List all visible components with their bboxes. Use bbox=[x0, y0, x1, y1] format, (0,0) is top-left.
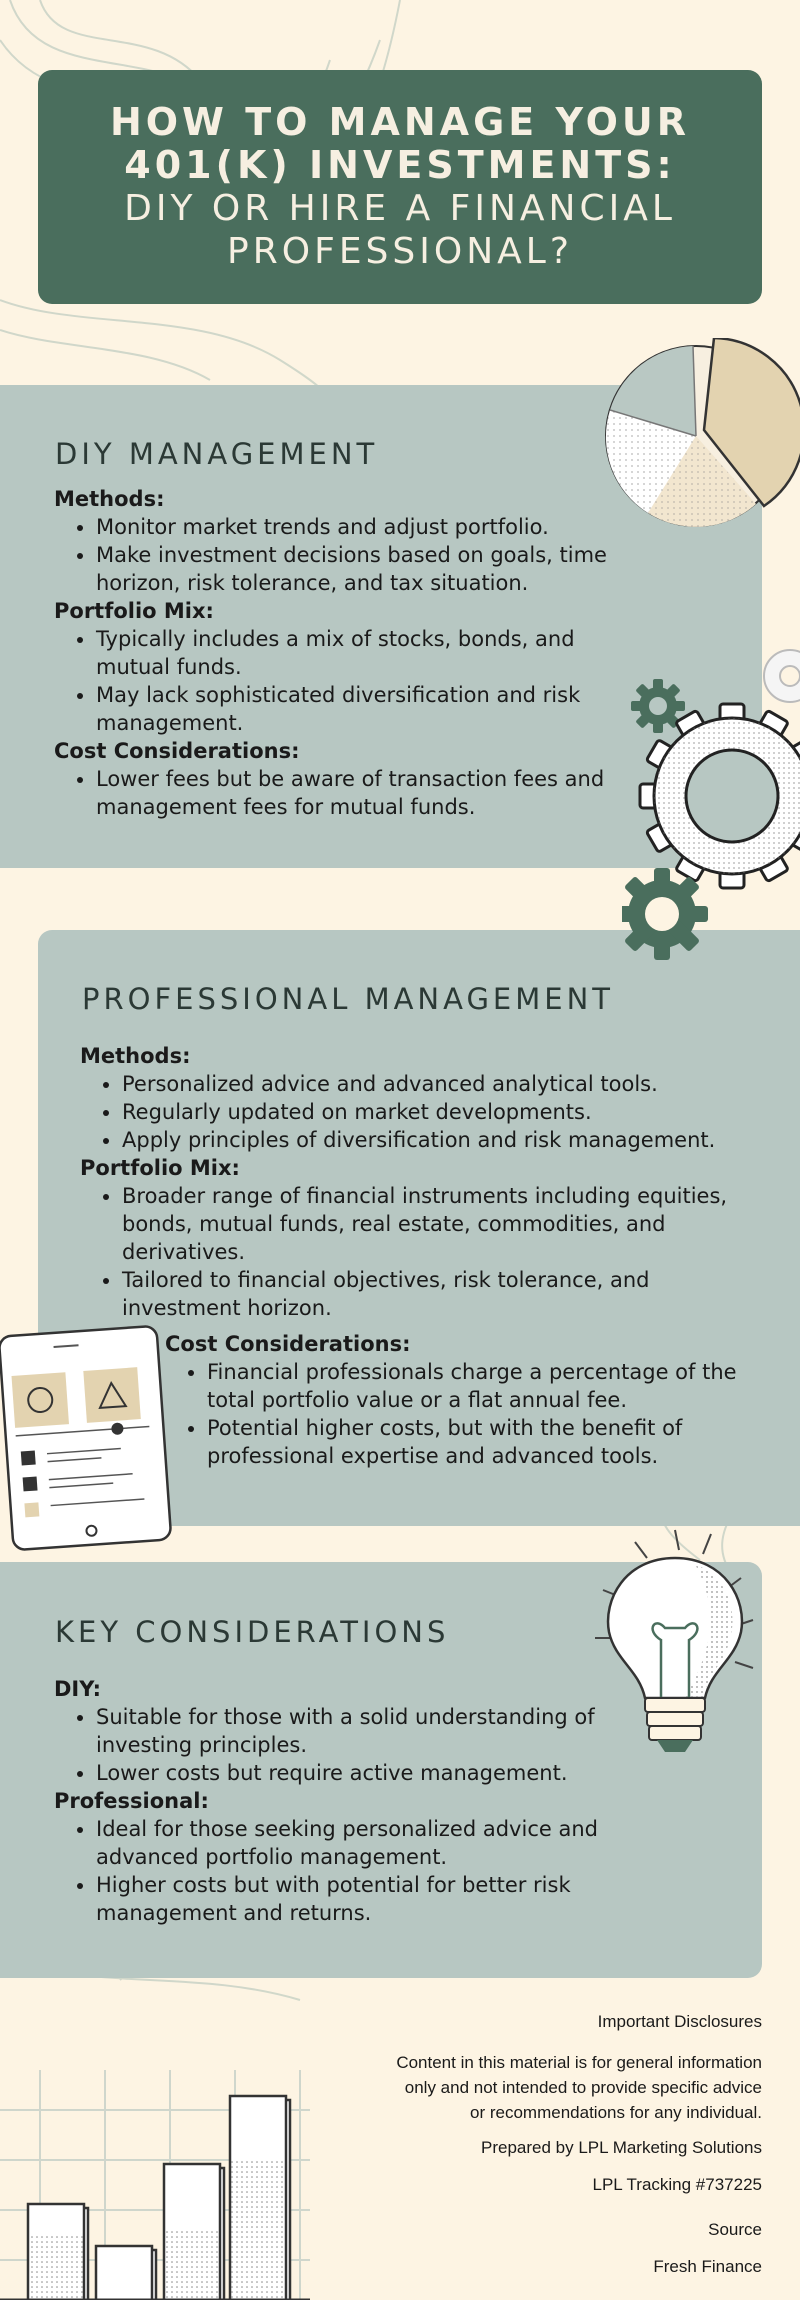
professional-section-title: PROFESSIONAL MANAGEMENT bbox=[82, 982, 614, 1016]
bar-chart-icon bbox=[0, 2060, 310, 2300]
key-content bbox=[54, 1675, 614, 1927]
list-item: • Monitor market trends and adjust portfolio. bbox=[96, 513, 634, 541]
tracking-number: LPL Tracking #737225 bbox=[592, 2175, 762, 2194]
diy-section-title: DIY MANAGEMENT bbox=[55, 437, 379, 471]
professional-cost-content bbox=[165, 1330, 755, 1470]
pro-methods-heading: Methods: bbox=[80, 1044, 191, 1068]
diy-cost-heading: Cost Considerations: bbox=[54, 739, 300, 763]
list-item: • Apply principles of diversification and risk management. bbox=[122, 1126, 770, 1154]
disclosure-text bbox=[396, 2050, 762, 2125]
list-item: • Personalized advice and advanced analytical tools. bbox=[122, 1070, 770, 1098]
diy-mix-heading: Portfolio Mix: bbox=[54, 599, 214, 623]
diy-methods-list bbox=[54, 513, 634, 597]
pro-mix-list bbox=[80, 1182, 770, 1322]
list-item: • Ideal for those seeking personalized advice and advanced portfolio management. bbox=[96, 1815, 614, 1871]
list-item: • Tailored to financial objectives, risk tolerance, and investment horizon. bbox=[122, 1266, 770, 1322]
diy-cost-list bbox=[54, 765, 634, 821]
pro-cost-list bbox=[165, 1358, 755, 1470]
pie-chart-icon bbox=[588, 338, 800, 534]
title-line-4: PROFESSIONAL? bbox=[227, 231, 573, 272]
source-heading: Source bbox=[708, 2220, 762, 2239]
key-diy-list bbox=[54, 1703, 614, 1787]
list-item: • Regularly updated on market developments. bbox=[122, 1098, 770, 1126]
gear-icon bbox=[622, 630, 800, 970]
professional-content bbox=[80, 1042, 770, 1322]
title-line-1: HOW TO MANAGE YOUR bbox=[109, 100, 691, 144]
disclosure-line-1: Content in this material is for general information bbox=[396, 2053, 762, 2072]
list-item: • Typically includes a mix of stocks, bonds, and mutual funds. bbox=[96, 625, 634, 681]
page-title bbox=[38, 70, 762, 304]
prepared-by: Prepared by LPL Marketing Solutions bbox=[481, 2138, 762, 2157]
diy-content bbox=[54, 485, 634, 821]
list-item: • Financial professionals charge a percentage of the total portfolio value or a flat annual fee. bbox=[207, 1358, 755, 1414]
list-item: • May lack sophisticated diversification and risk management. bbox=[96, 681, 634, 737]
pro-mix-heading: Portfolio Mix: bbox=[80, 1156, 240, 1180]
list-item: • Broader range of financial instruments including equities, bonds, mutual funds, real estate, commodities, and derivatives. bbox=[122, 1182, 770, 1266]
key-pro-list bbox=[54, 1815, 614, 1927]
title-line-3: DIY OR HIRE A FINANCIAL bbox=[124, 188, 676, 229]
key-diy-heading: DIY: bbox=[54, 1677, 102, 1701]
list-item: • Make investment decisions based on goals, time horizon, risk tolerance, and tax situation. bbox=[96, 541, 634, 597]
list-item: • Higher costs but with potential for better risk management and returns. bbox=[96, 1871, 614, 1927]
disclosure-line-3: or recommendations for any individual. bbox=[470, 2103, 762, 2122]
list-item: • Lower fees but be aware of transaction fees and management fees for mutual funds. bbox=[96, 765, 634, 821]
list-item: • Potential higher costs, but with the benefit of professional expertise and advanced tools. bbox=[207, 1414, 755, 1470]
list-item: • Lower costs but require active management. bbox=[96, 1759, 614, 1787]
diy-methods-heading: Methods: bbox=[54, 487, 165, 511]
tablet-icon bbox=[0, 1325, 172, 1551]
pro-cost-heading: Cost Considerations: bbox=[165, 1332, 411, 1356]
diy-mix-list bbox=[54, 625, 634, 737]
disclosure-line-2: only and not intended to provide specific advice bbox=[404, 2078, 762, 2097]
source-text: Fresh Finance bbox=[653, 2257, 762, 2276]
pro-methods-list bbox=[80, 1070, 770, 1154]
list-item: • Suitable for those with a solid understanding of investing principles. bbox=[96, 1703, 614, 1759]
key-section-title: KEY CONSIDERATIONS bbox=[55, 1615, 450, 1649]
key-pro-heading: Professional: bbox=[54, 1789, 209, 1813]
title-line-2: 401(K) INVESTMENTS: bbox=[124, 143, 676, 187]
disclosures-heading: Important Disclosures bbox=[597, 2012, 762, 2031]
light-bulb-icon bbox=[575, 1520, 775, 1780]
